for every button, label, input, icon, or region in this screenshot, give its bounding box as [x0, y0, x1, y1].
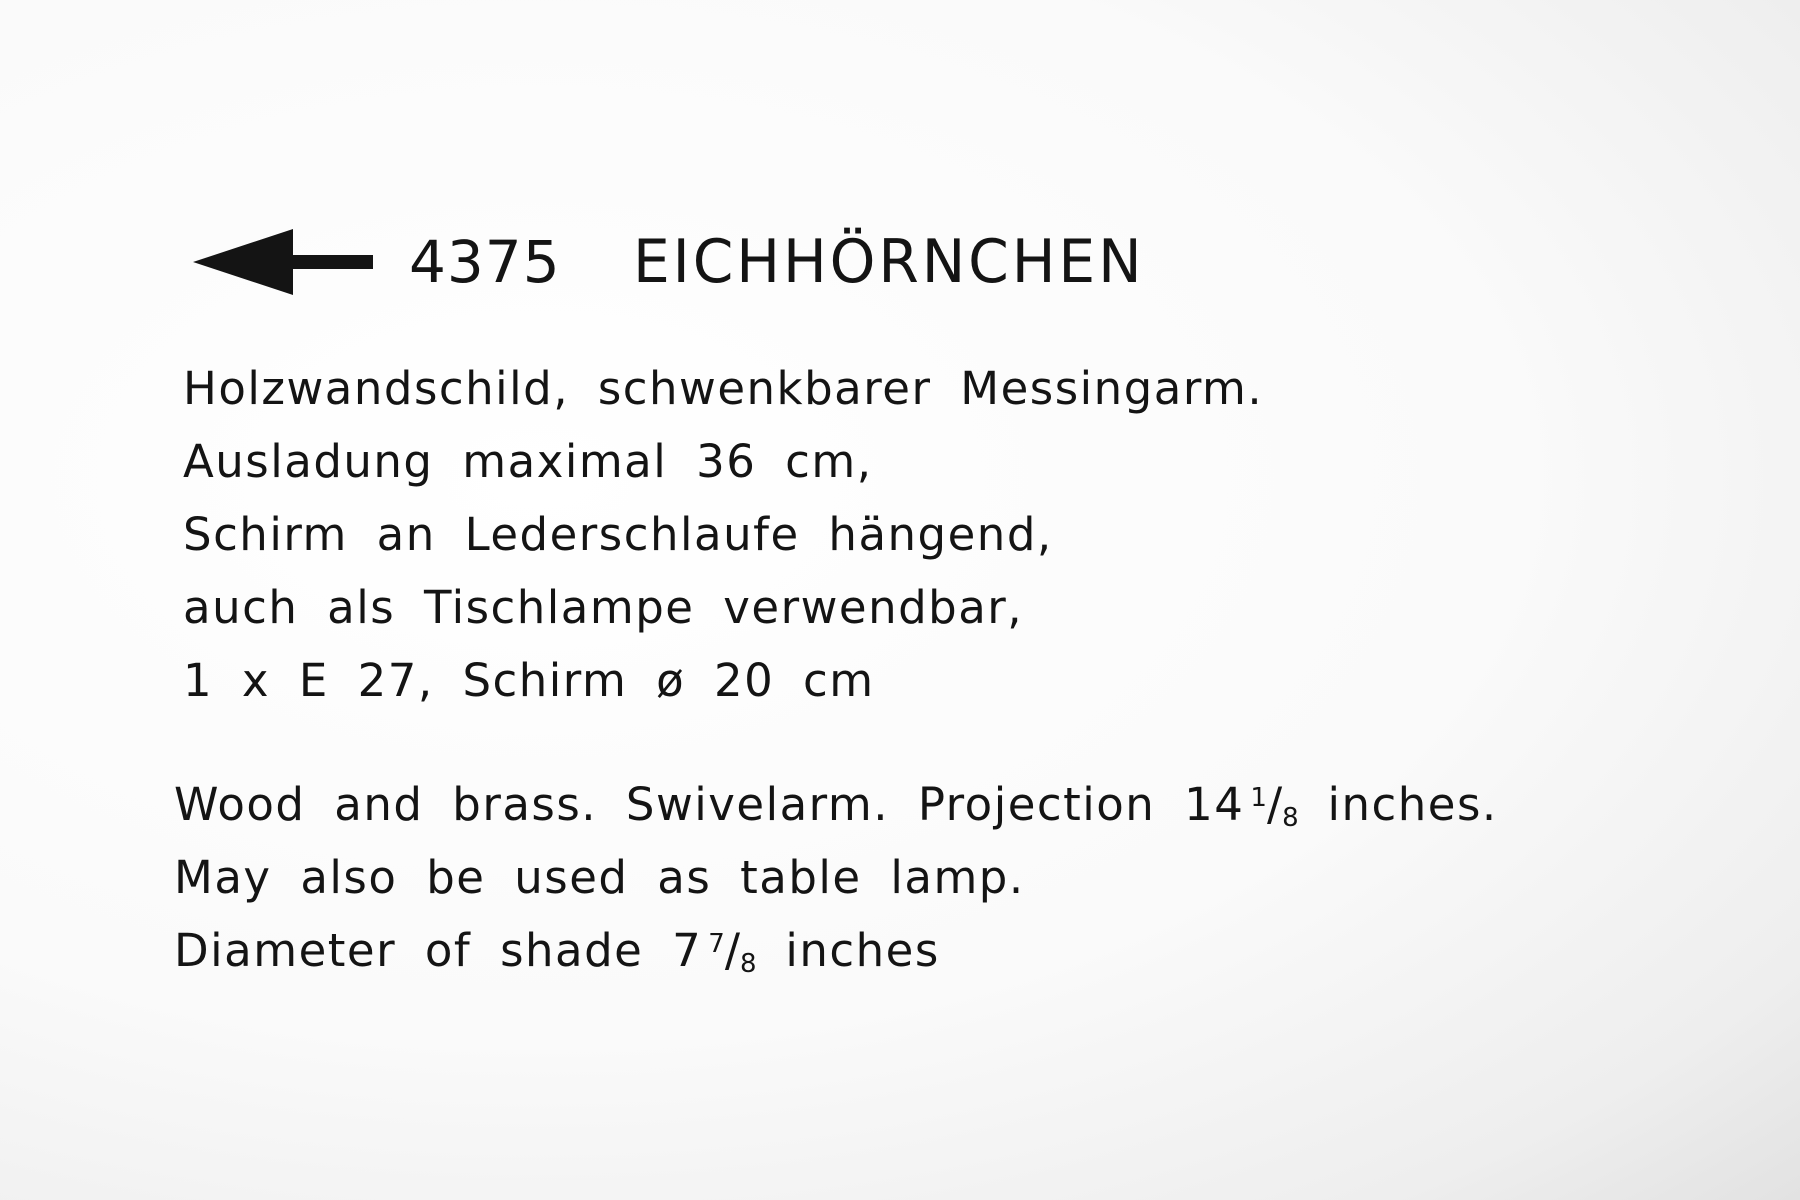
german-line: auch als Tischlampe verwendbar,: [183, 581, 1024, 634]
english-line-projection: [174, 768, 1498, 841]
english-line-table-lamp: May also be used as table lamp.: [174, 851, 1025, 904]
fraction-slash: /: [1266, 778, 1283, 831]
german-line: Schirm an Lederschlaufe hängend,: [183, 508, 1053, 561]
english-description: [174, 768, 1498, 987]
product-heading: [193, 222, 1160, 302]
diameter-text: Diameter of shade 7: [174, 924, 703, 977]
left-arrow-icon: [193, 229, 373, 295]
projection-unit: inches.: [1327, 778, 1498, 831]
german-line: Holzwandschild, schwenkbarer Messingarm.: [183, 362, 1264, 415]
german-line: Ausladung maximal 36 cm,: [183, 435, 873, 488]
catalog-number: 4375: [409, 228, 561, 296]
fraction-denominator: 8: [1282, 803, 1299, 833]
fraction-numerator: 1: [1250, 783, 1267, 813]
fraction-denominator: 8: [740, 949, 757, 979]
diameter-unit: inches: [785, 924, 940, 977]
fraction-slash: /: [724, 924, 741, 977]
product-name: EICHHÖRNCHEN: [632, 227, 1145, 297]
german-description: [183, 352, 1263, 717]
fraction-numerator: 7: [708, 929, 725, 959]
german-line: 1 x E 27, Schirm ø 20 cm: [183, 654, 875, 707]
english-line-diameter: [174, 914, 1498, 987]
projection-text: Wood and brass. Swivelarm. Projection 14: [174, 778, 1245, 831]
